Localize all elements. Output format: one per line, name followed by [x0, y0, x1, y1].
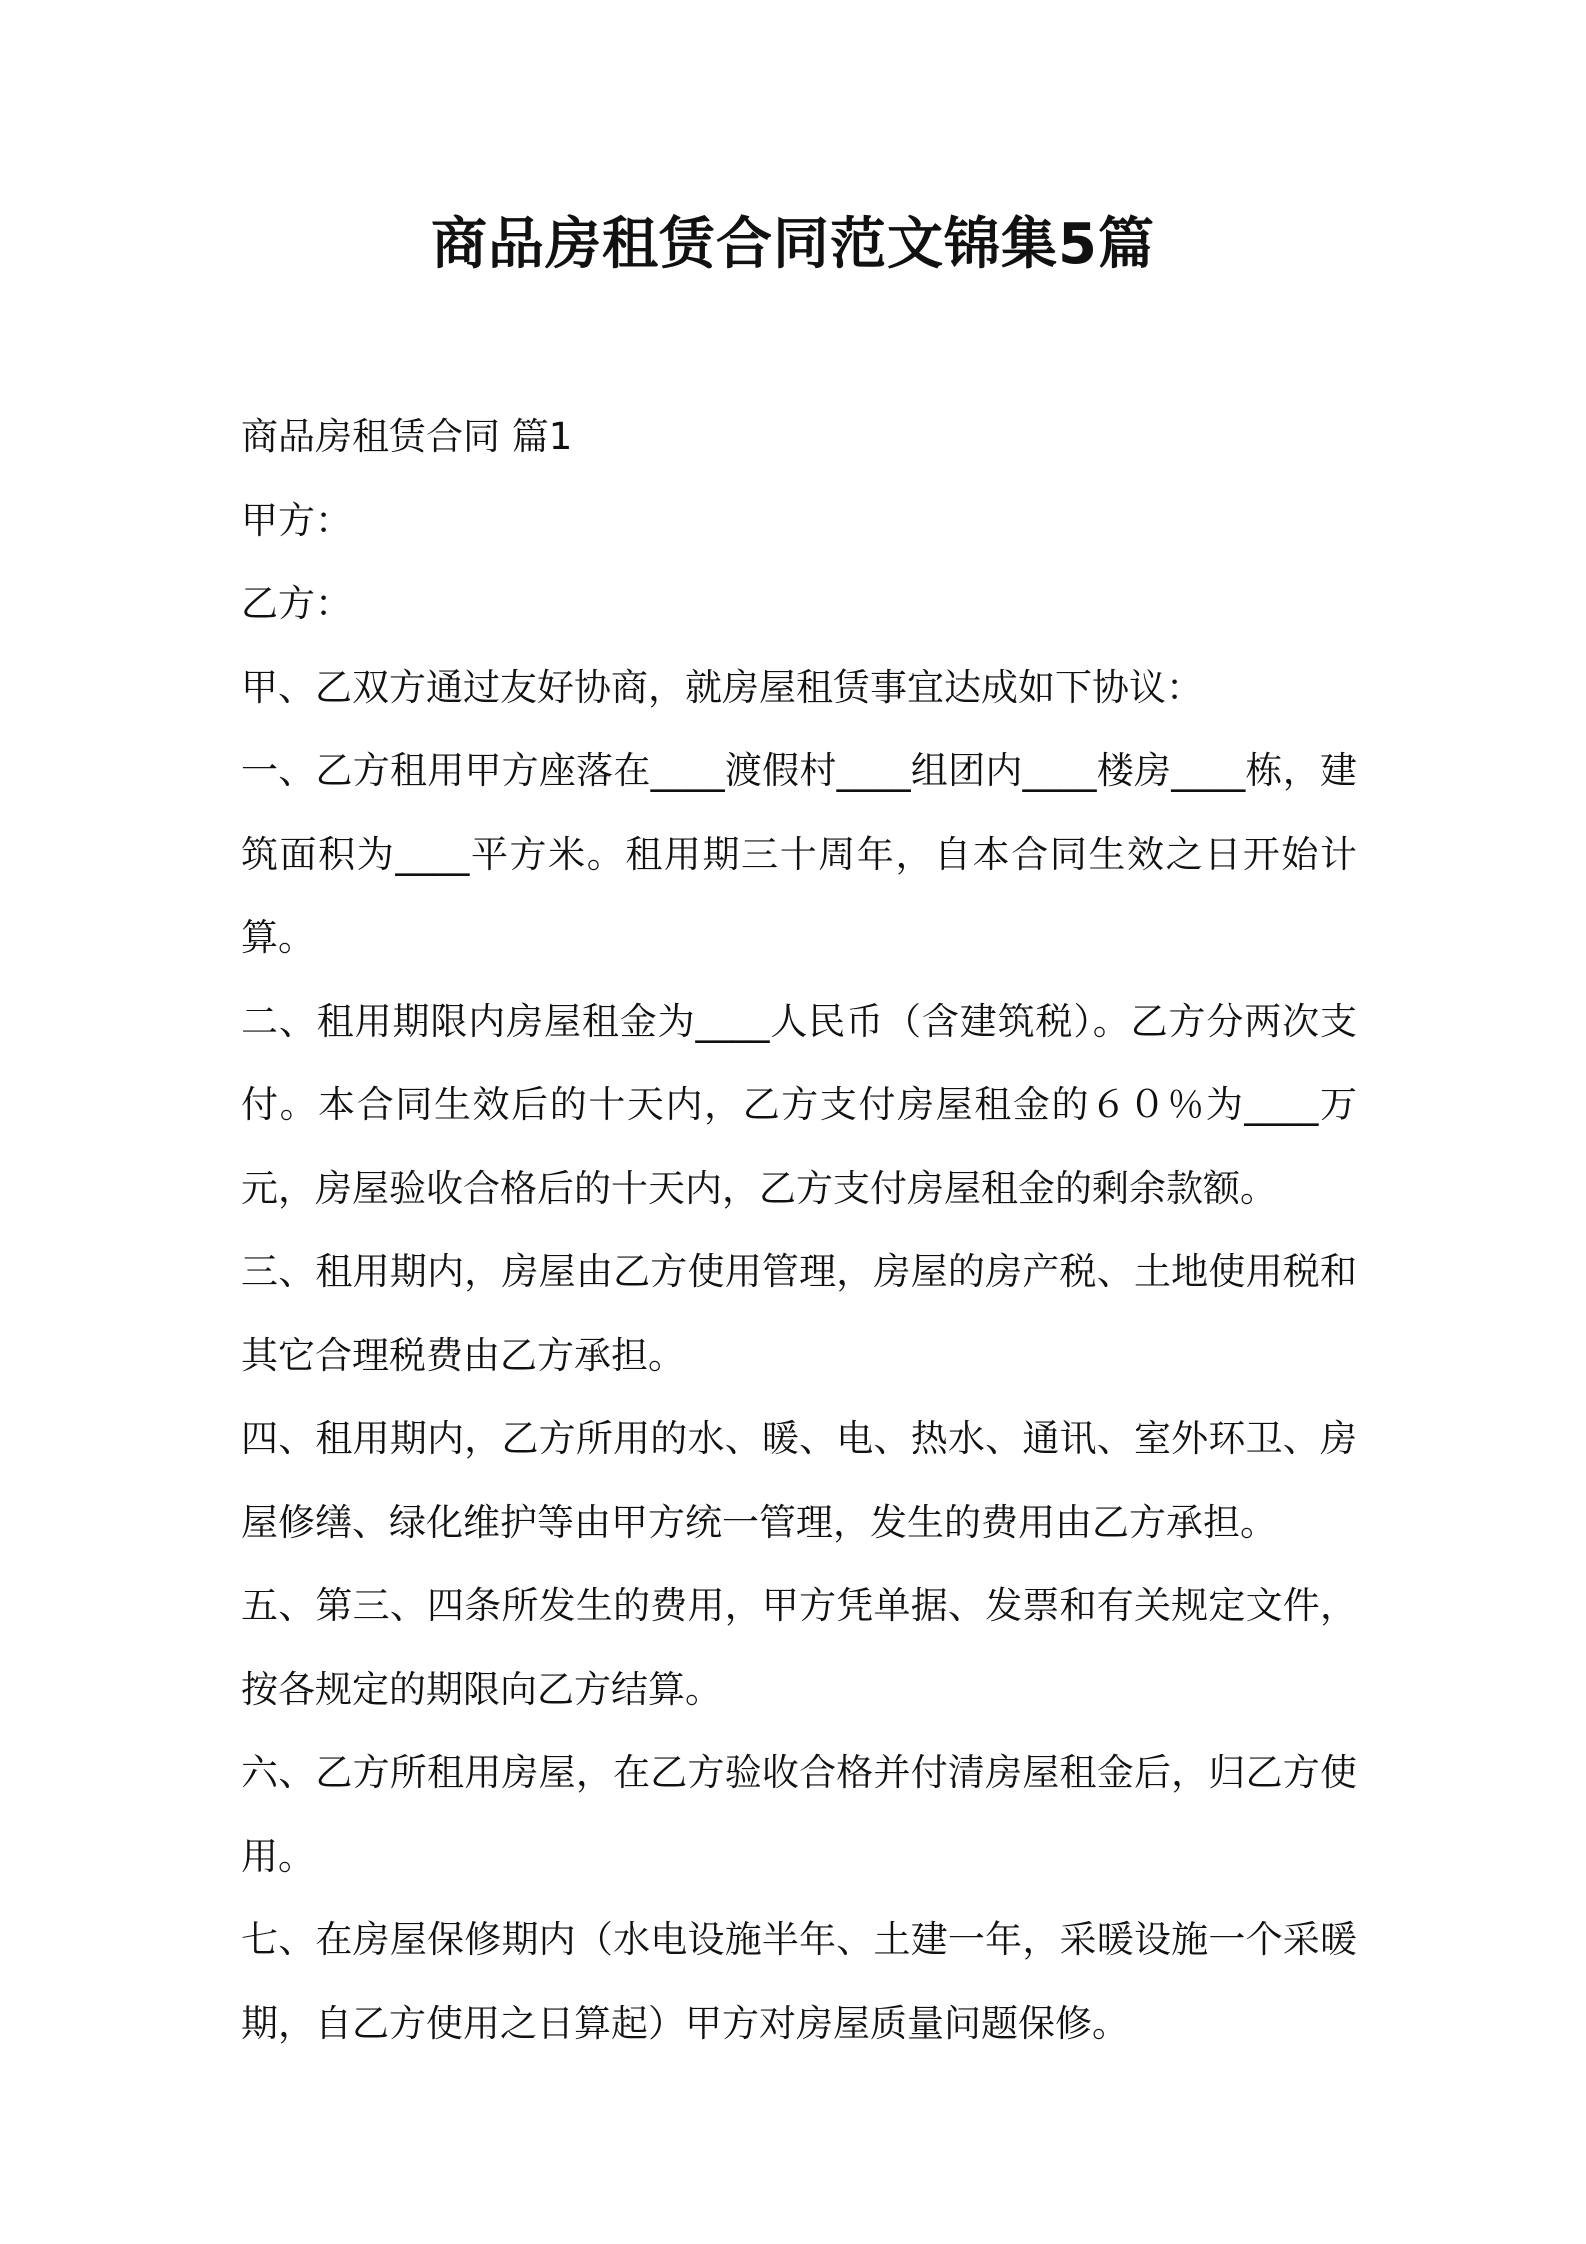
clause-5: 五、第三、四条所发生的费用，甲方凭单据、发票和有关规定文件，按各规定的期限向乙方结算。 — [241, 1584, 1357, 1711]
document-body — [241, 395, 1357, 2065]
clause-2: 二、租用期限内房屋租金为____人民币（含建筑税）。乙方分两次支付。本合同生效后的十天内，乙方支付房屋租金的６０％为____万元，房屋验收合格后的十天内，乙方支付房屋租金的剩余款额。 — [241, 999, 1357, 1210]
document-title: 商品房租赁合同范文锦集5篇 — [431, 212, 1155, 277]
party-b-line: 乙方： — [241, 582, 352, 625]
clause-6: 六、乙方所租用房屋，在乙方验收合格并付清房屋租金后，归乙方使用。 — [241, 1751, 1357, 1878]
clause-3: 三、租用期内，房屋由乙方使用管理，房屋的房产税、土地使用税和其它合理税费由乙方承担。 — [241, 1250, 1357, 1377]
clause-7: 七、在房屋保修期内（水电设施半年、土建一年，采暖设施一个采暖期，自乙方使用之日算起）甲方对房屋质量问题保修。 — [241, 1918, 1357, 2045]
party-a-line: 甲方： — [241, 498, 352, 542]
clause-1: 一、乙方租用甲方座落在____渡假村____组团内____楼房____栋，建筑面积为____平方米。租用期三十周年，自本合同生效之日开始计算。 — [241, 749, 1357, 959]
intro-paragraph: 甲、乙双方通过友好协商，就房屋租赁事宜达成如下协议： — [241, 665, 1203, 709]
clause-4: 四、租用期内，乙方所用的水、暖、电、热水、通讯、室外环卫、房屋修缮、绿化维护等由甲方统一管理，发生的费用由乙方承担。 — [241, 1417, 1357, 1544]
section-heading: 商品房租赁合同 篇1 — [241, 415, 573, 458]
